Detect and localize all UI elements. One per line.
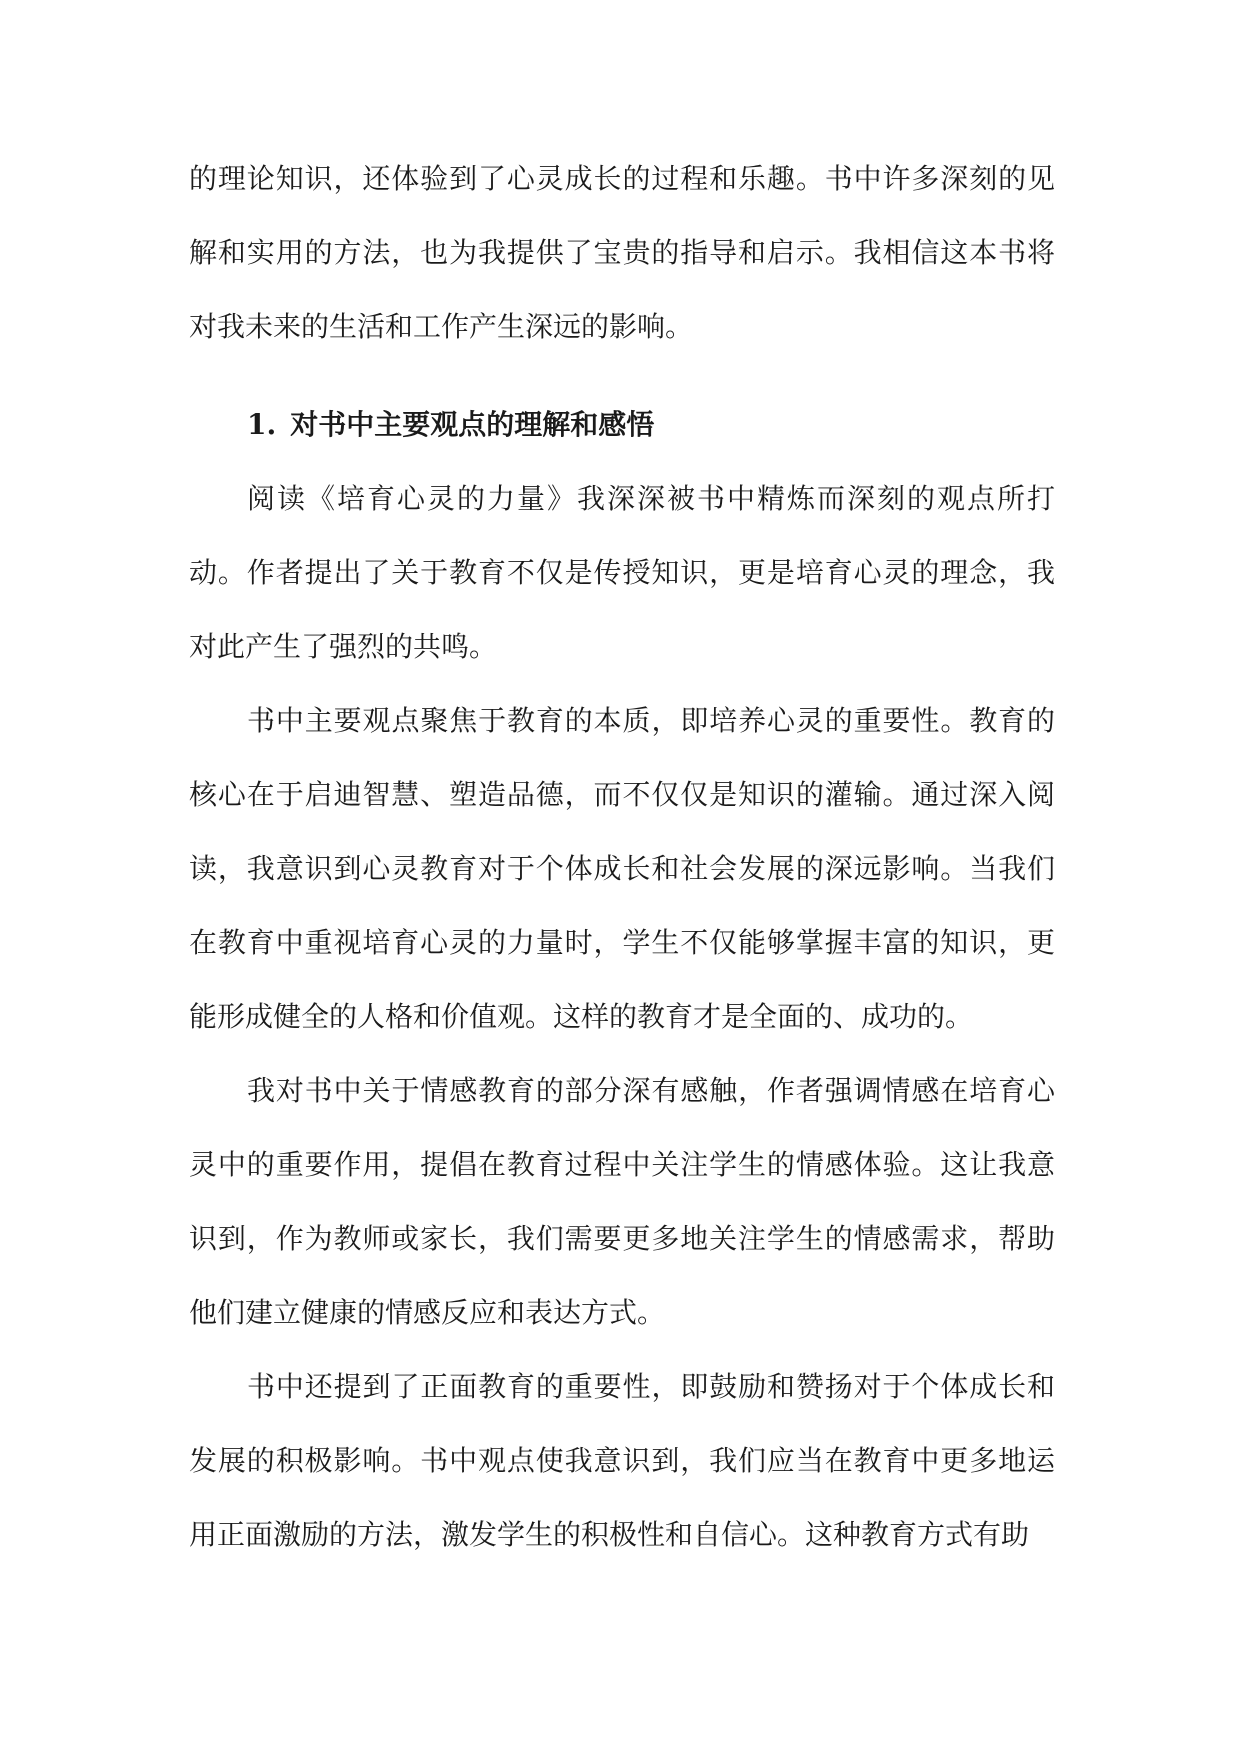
body-paragraph: 书中主要观点聚焦于教育的本质，即培养心灵的重要性。教育的核心在于启迪智慧、塑造品德，而不仅仅是知识的灌输。通过深入阅读，我意识到心灵教育对于个体成长和社会发展的深远影响。当我们在教育中重视培育心灵的力量时，学生不仅能够掌握丰富的知识，更能形成健全的人格和价值观。这样的教育才是全面的、成功的。: [189, 704, 1055, 1033]
continuation-paragraph: 的理论知识，还体验到了心灵成长的过程和乐趣。书中许多深刻的见解和实用的方法，也为我提供了宝贵的指导和启示。我相信这本书将对我未来的生活和工作产生深远的影响。: [189, 162, 1055, 343]
body-paragraph: 阅读《培育心灵的力量》我深深被书中精炼而深刻的观点所打动。作者提出了关于教育不仅是传授知识，更是培育心灵的理念，我对此产生了强烈的共鸣。: [189, 482, 1055, 663]
section-heading: [189, 388, 1055, 462]
body-paragraph: 我对书中关于情感教育的部分深有感触，作者强调情感在培育心灵中的重要作用，提倡在教育过程中关注学生的情感体验。这让我意识到，作为教师或家长，我们需要更多地关注学生的情感需求，帮助他们建立健康的情感反应和表达方式。: [189, 1074, 1055, 1329]
body-paragraph: 书中还提到了正面教育的重要性，即鼓励和赞扬对于个体成长和发展的积极影响。书中观点使我意识到，我们应当在教育中更多地运用正面激励的方法，激发学生的积极性和自信心。这种教育方式有助: [189, 1370, 1055, 1551]
section-number: 1.: [247, 408, 277, 441]
document-body: [189, 142, 1055, 1572]
section-title: 对书中主要观点的理解和感悟: [290, 408, 655, 441]
